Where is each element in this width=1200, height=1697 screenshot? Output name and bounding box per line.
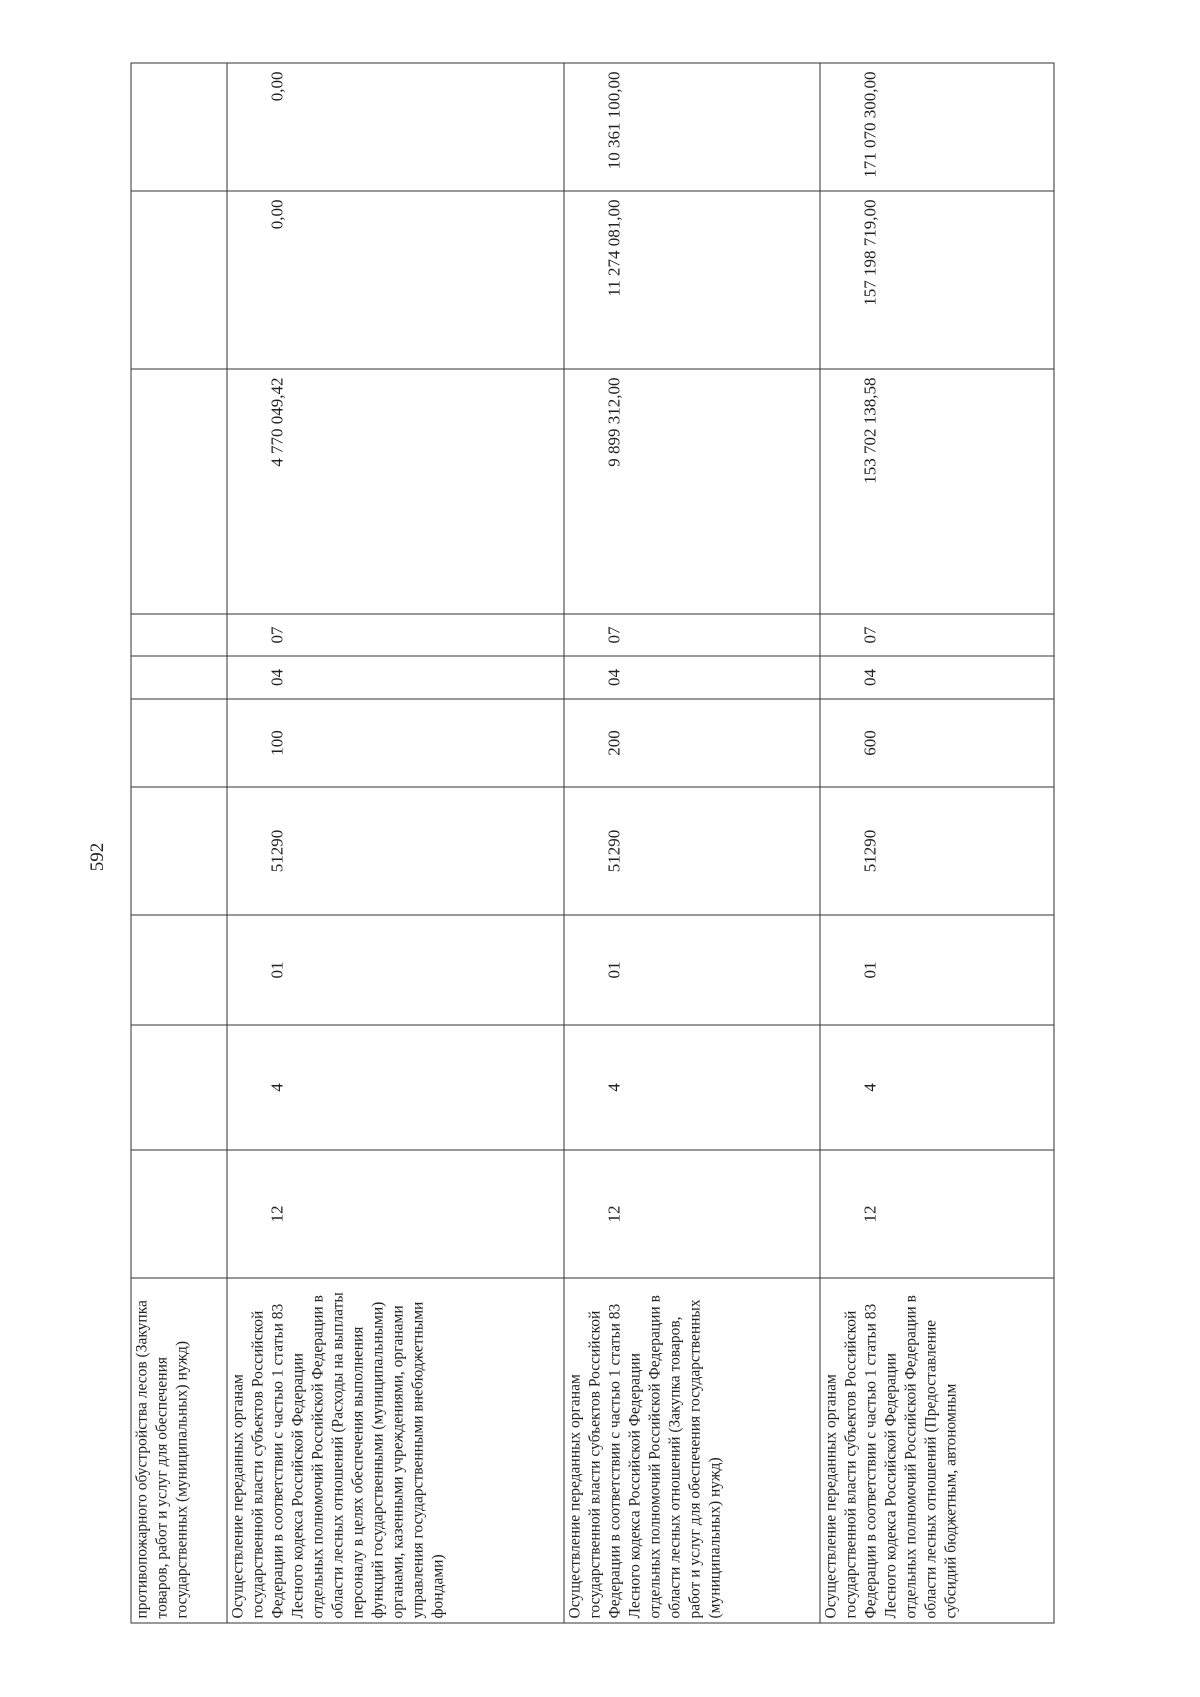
cell-section: 12 (227, 1150, 564, 1278)
cell-amount-2: 157 198 719,00 (820, 191, 1054, 369)
cell-subsection (131, 1025, 227, 1150)
budget-table (130, 62, 1054, 1623)
cell-amount-3: 171 070 300,00 (820, 63, 1054, 191)
cell-direction: 51290 (227, 787, 564, 915)
cell-rz: 04 (564, 656, 820, 699)
cell-amount-1: 4 770 049,42 (227, 369, 564, 614)
cell-direction: 51290 (820, 787, 1054, 915)
cell-amount-1 (131, 369, 227, 614)
cell-amount-3: 10 361 100,00 (564, 63, 820, 191)
cell-direction (131, 787, 227, 915)
table-wrapper (130, 63, 1095, 1623)
cell-section: 12 (564, 1150, 820, 1278)
table-row (820, 63, 1054, 1623)
cell-program: 01 (227, 915, 564, 1025)
page-number: 592 (87, 842, 108, 872)
row-description: Осуществление переданных органам государственной власти субъектов Российской Федерации в соответствии с частью 1 статьи 83 Лесного кодекса Российской Федерации отдельных полномочий Российской Федерации в области лесных отношений (Расходы на выплаты персоналу в целях обеспечения выполнения функций государственными (муниципальными) органами, казенными учреждениями, органами управления государственными внебюджетными фондами) (227, 1278, 564, 1623)
cell-rz: 04 (820, 656, 1054, 699)
cell-section (131, 1150, 227, 1278)
cell-rz: 04 (227, 656, 564, 699)
cell-amount-3 (131, 63, 227, 191)
cell-direction: 51290 (564, 787, 820, 915)
cell-expense-type (131, 699, 227, 787)
row-description: Осуществление переданных органам государственной власти субъектов Российской Федерации в соответствии с частью 1 статьи 83 Лесного кодекса Российской Федерации отдельных полномочий Российской Федерации в области лесных отношений (Закупка товаров, работ и услуг для обеспечения государственных (муниципальных) нужд) (564, 1278, 820, 1623)
table-row (564, 63, 820, 1623)
cell-amount-3: 0,00 (227, 63, 564, 191)
cell-amount-1: 153 702 138,58 (820, 369, 1054, 614)
cell-amount-2 (131, 191, 227, 369)
cell-expense-type: 200 (564, 699, 820, 787)
cell-pr: 07 (820, 614, 1054, 656)
cell-program: 01 (564, 915, 820, 1025)
cell-rz (131, 656, 227, 699)
cell-amount-2: 11 274 081,00 (564, 191, 820, 369)
cell-program (131, 915, 227, 1025)
cell-pr (131, 614, 227, 656)
cell-subsection: 4 (227, 1025, 564, 1150)
cell-amount-1: 9 899 312,00 (564, 369, 820, 614)
cell-subsection: 4 (564, 1025, 820, 1150)
row-description: Осуществление переданных органам государственной власти субъектов Российской Федерации в соответствии с частью 1 статьи 83 Лесного кодекса Российской Федерации отдельных полномочий Российской Федерации в области лесных отношений (Предоставление субсидий бюджетным, автономным (820, 1278, 1054, 1623)
cell-expense-type: 100 (227, 699, 564, 787)
table-row (131, 63, 227, 1623)
cell-section: 12 (820, 1150, 1054, 1278)
cell-amount-2: 0,00 (227, 191, 564, 369)
cell-program: 01 (820, 915, 1054, 1025)
cell-expense-type: 600 (820, 699, 1054, 787)
cell-pr: 07 (227, 614, 564, 656)
table-row (227, 63, 564, 1623)
cell-subsection: 4 (820, 1025, 1054, 1150)
rotated-table-area (130, 63, 1095, 1623)
cell-pr: 07 (564, 614, 820, 656)
row-description: противопожарного обустройства лесов (Закупка товаров, работ и услуг для обеспечения государственных (муниципальных) нужд) (131, 1278, 227, 1623)
